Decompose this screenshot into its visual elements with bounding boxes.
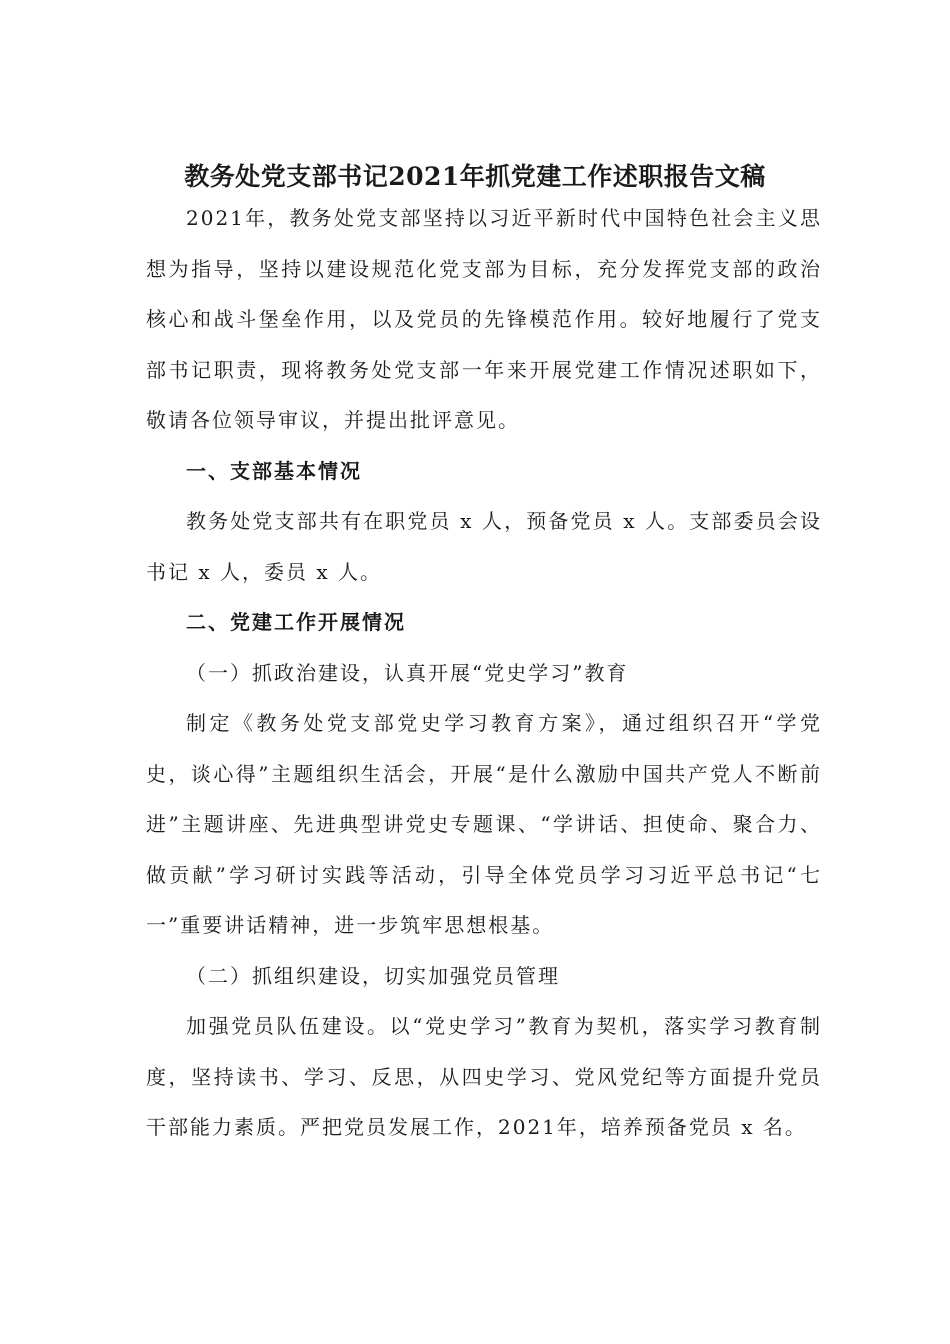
document-body bbox=[146, 193, 822, 1153]
organization-construction-paragraph: 加强党员队伍建设。以“党史学习”教育为契机，落实学习教育制度，坚持读书、学习、反思，从四史学习、党风党纪等方面提升党员干部能力素质。严把党员发展工作，2021年，培养预备党员 x 名。 bbox=[146, 1014, 822, 1139]
document-title: 教务处党支部书记2021年抓党建工作述职报告文稿 bbox=[184, 162, 766, 191]
branch-basic-info-paragraph: 教务处党支部共有在职党员 x 人，预备党员 x 人。支部委员会设书记 x 人，委员 x 人。 bbox=[146, 509, 822, 584]
subsection-heading-2: （二）抓组织建设，切实加强党员管理 bbox=[186, 963, 560, 988]
section-heading-2: 二、党建工作开展情况 bbox=[186, 610, 406, 634]
section-heading-1: 一、支部基本情况 bbox=[186, 458, 362, 483]
intro-paragraph: 2021年，教务处党支部坚持以习近平新时代中国特色社会主义思想为指导，坚持以建设规范化党支部为目标，充分发挥党支部的政治核心和战斗堡垒作用，以及党员的先锋模范作用。较好地履行了党支部书记职责，现将教务处党支部一年来开展党建工作情况述职如下，敬请各位领导审议，并提出批评意见。 bbox=[146, 206, 822, 432]
subsection-heading-1: （一）抓政治建设，认真开展“党史学习”教育 bbox=[186, 660, 629, 685]
political-construction-paragraph: 制定《教务处党支部党史学习教育方案》，通过组织召开“学党史，谈心得”主题组织生活会，开展“是什么激励中国共产党人不断前进”主题讲座、先进典型讲党史专题课、“学讲话、担使命、聚合力、做贡献”学习研讨实践等活动，引导全体党员学习习近平总书记“七一”重要讲话精神，进一步筑牢思想根基。 bbox=[146, 711, 822, 937]
